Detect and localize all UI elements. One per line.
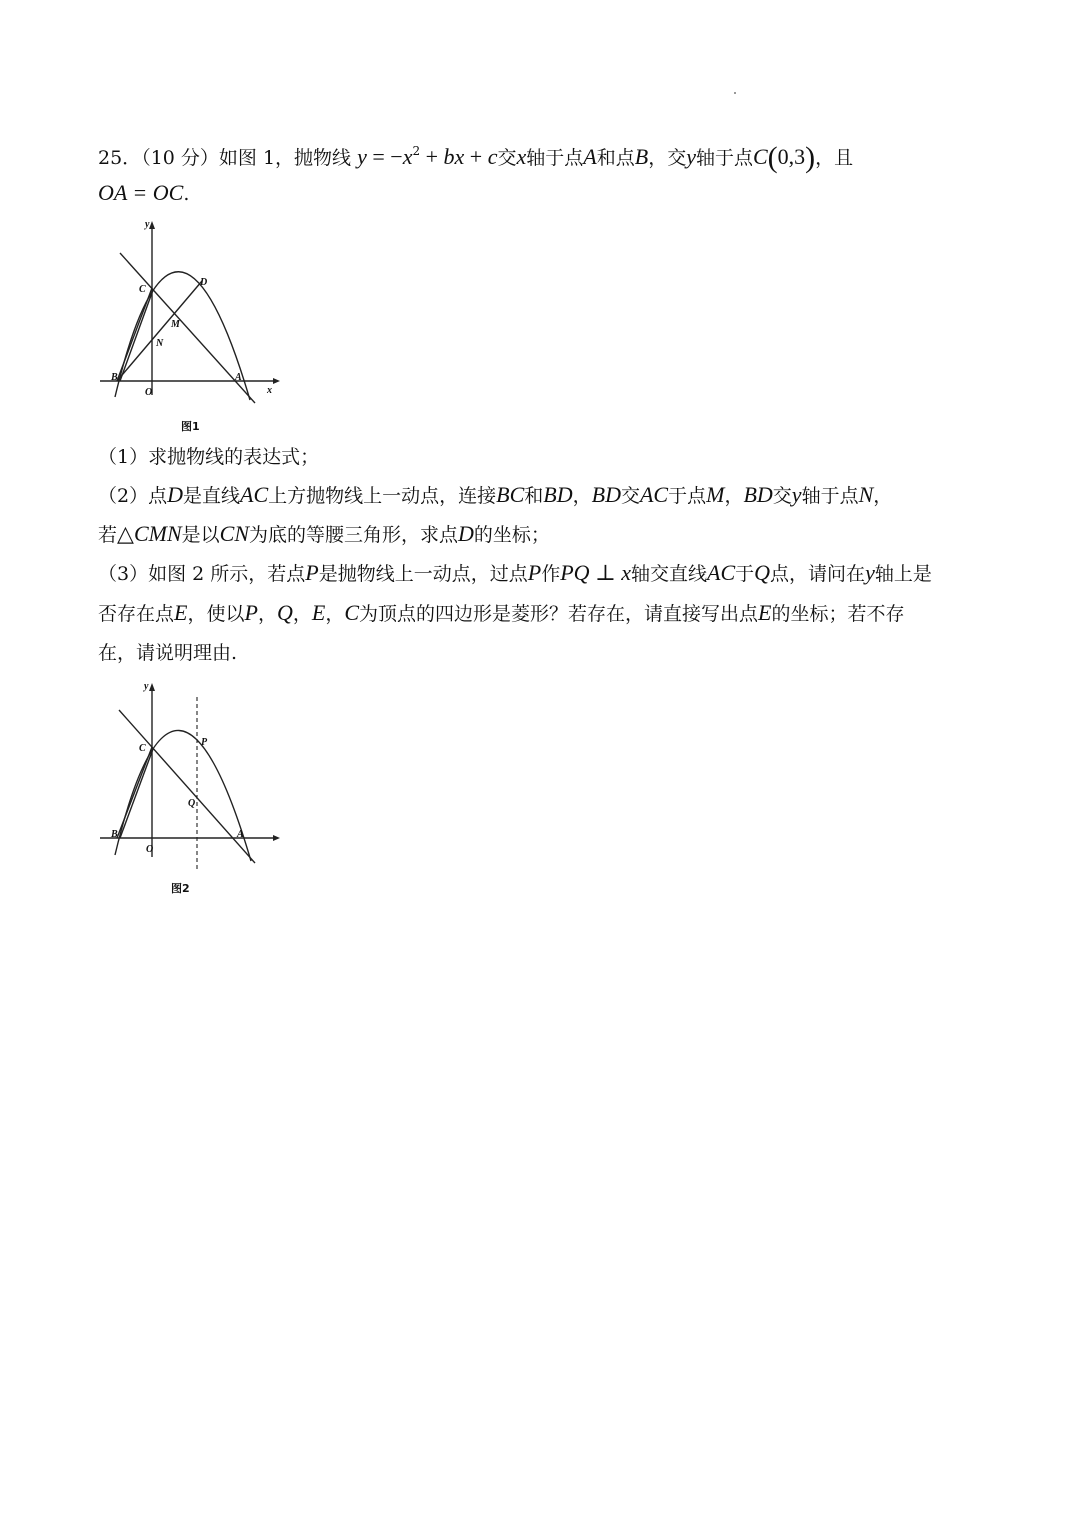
label-Q: Q	[188, 798, 196, 809]
text: ，	[257, 603, 277, 625]
text: 轴交直线	[631, 563, 708, 585]
text: （2）点	[98, 485, 168, 507]
intro-text: 如图 1，抛物线	[218, 147, 352, 169]
var-D: D	[167, 482, 183, 507]
figure-1-caption: 图1	[181, 420, 200, 433]
var-P: P	[305, 560, 319, 585]
text: ，	[724, 485, 744, 507]
var-PQ: PQ	[560, 560, 590, 585]
text: ，	[325, 603, 345, 625]
var-AC: AC	[240, 482, 269, 507]
text: 为顶点的四边形是菱形？若存在，请直接写出点	[359, 603, 759, 625]
question-2-line-1	[98, 480, 892, 511]
label-N: N	[156, 338, 164, 349]
var-BD: BD	[591, 482, 621, 507]
label-y: y	[144, 681, 149, 692]
figure-1-diagram	[95, 215, 285, 410]
paren-left: (	[767, 141, 778, 174]
label-C: C	[139, 284, 146, 295]
var-C: C	[752, 144, 768, 169]
label-B: B	[111, 372, 118, 383]
var-N: N	[858, 482, 874, 507]
var-x: x	[516, 144, 527, 169]
var-E: E	[174, 600, 188, 625]
text: 在，请说明理由.	[98, 642, 238, 664]
text: 的坐标；若不存	[771, 603, 905, 625]
problem-line-1	[98, 136, 853, 173]
x-axis-arrow	[273, 378, 280, 384]
var-A: A	[583, 144, 597, 169]
stray-dot	[734, 92, 736, 94]
text: 上方抛物线上一动点，连接	[268, 485, 497, 507]
var-AC: AC	[707, 560, 736, 585]
point-C-coords: 0,3	[777, 144, 806, 169]
eq-x: x	[454, 144, 465, 169]
question-1-text: （1）求抛物线的表达式；	[98, 446, 320, 468]
question-2-line-2	[98, 519, 550, 550]
text: ，且	[815, 147, 854, 169]
var-Q: Q	[276, 600, 293, 625]
var-y: y	[865, 560, 875, 585]
text: 是以	[181, 524, 220, 546]
text: 作	[541, 563, 561, 585]
text: 若	[98, 524, 118, 546]
text: 是直线	[182, 485, 240, 507]
var-CN: CN	[219, 521, 249, 546]
var-P: P	[244, 600, 258, 625]
eq-c: c	[487, 144, 498, 169]
label-B: B	[111, 829, 118, 840]
eq-sign: = −	[366, 144, 403, 169]
text: ，	[873, 485, 893, 507]
var-AC: AC	[639, 482, 669, 507]
text: 轴于点	[695, 147, 753, 169]
question-3-line-2	[98, 598, 905, 629]
text: 是抛物线上一动点，过点	[318, 563, 528, 585]
problem-line-2	[98, 178, 189, 209]
line-BC-double	[120, 749, 153, 838]
var-y: y	[791, 482, 802, 507]
var-y: y	[686, 144, 696, 169]
line-BC	[117, 747, 152, 838]
label-P: P	[201, 737, 208, 748]
var-BD: BD	[743, 482, 773, 507]
eq-y: y	[357, 144, 367, 169]
eq-b: b	[443, 144, 455, 169]
eq-x: x	[402, 144, 413, 169]
var-E: E	[311, 600, 326, 625]
label-y: y	[145, 219, 150, 230]
label-A: A	[235, 372, 242, 383]
var-E: E	[758, 600, 772, 625]
label-A: A	[237, 829, 244, 840]
label-M: M	[171, 319, 180, 330]
label-x: x	[267, 385, 272, 396]
var-C: C	[344, 600, 360, 625]
text: 和	[524, 485, 544, 507]
var-Q: Q	[754, 560, 771, 585]
var-B: B	[634, 144, 649, 169]
problem-score: （10 分）	[141, 147, 219, 169]
var-CMN: CMN	[133, 521, 182, 546]
question-3-line-3	[98, 638, 237, 668]
text: 点，请问在	[770, 563, 866, 585]
question-1	[98, 442, 319, 472]
var-BD: BD	[543, 482, 573, 507]
text: 交	[497, 147, 517, 169]
text: （3）如图 2 所示，若点	[98, 563, 306, 585]
text: 为底的等腰三角形，求点	[249, 524, 459, 546]
var-D: D	[458, 521, 474, 546]
var-x: x	[621, 560, 631, 585]
var-BC: BC	[496, 482, 525, 507]
text: 轴于点	[801, 485, 859, 507]
period: .	[183, 183, 190, 205]
text: 轴上是	[874, 563, 932, 585]
text: 轴于点	[526, 147, 584, 169]
label-C: C	[139, 743, 146, 754]
figure-2-diagram	[95, 675, 285, 870]
text: 的坐标；	[473, 524, 550, 546]
label-D: D	[200, 277, 208, 288]
label-O: O	[145, 387, 153, 398]
var-P: P	[527, 560, 542, 585]
text: 否存在点	[98, 603, 175, 625]
text: 和点	[596, 147, 635, 169]
parabola-equation	[357, 144, 498, 169]
y-axis-arrow	[149, 221, 155, 229]
text: ，	[572, 485, 592, 507]
text: ，交	[648, 147, 687, 169]
text: 于点	[668, 485, 707, 507]
text: ，使以	[187, 603, 245, 625]
text: 于	[735, 563, 755, 585]
question-3-line-1	[98, 558, 932, 589]
figure-1	[95, 215, 285, 433]
y-axis-arrow	[149, 683, 155, 691]
line-BC	[117, 288, 152, 381]
eq-exponent: 2	[412, 144, 421, 158]
perpendicular-symbol: ⊥	[589, 560, 622, 585]
figure-2-caption: 图2	[171, 882, 190, 895]
text: ，	[292, 603, 312, 625]
triangle-symbol: △	[117, 521, 134, 546]
paren-right: )	[805, 141, 816, 174]
problem-number: 25．	[98, 147, 142, 169]
line-BC-double	[120, 290, 153, 381]
eq-plus: +	[464, 144, 488, 169]
x-axis-arrow	[273, 835, 280, 841]
figure-2	[95, 675, 285, 895]
label-O: O	[146, 844, 154, 855]
text: 交	[620, 485, 640, 507]
var-M: M	[706, 482, 725, 507]
oa-equals-oc: OA = OC	[98, 180, 184, 205]
text: 交	[772, 485, 792, 507]
eq-plus: +	[420, 144, 444, 169]
